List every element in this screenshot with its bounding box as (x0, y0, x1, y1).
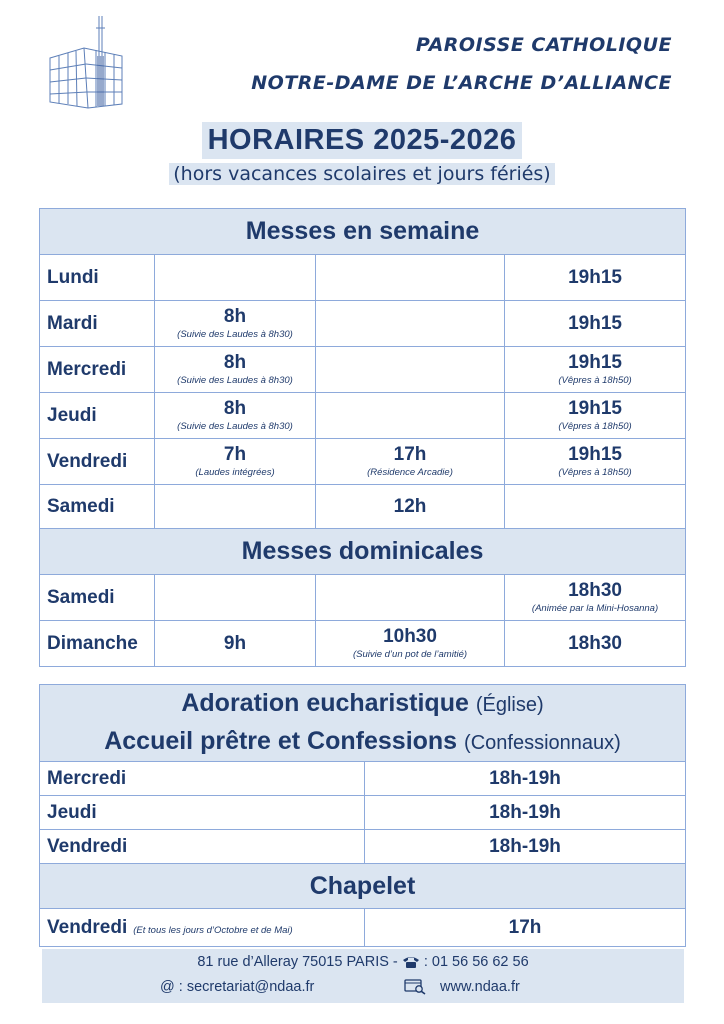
website-line (404, 979, 520, 995)
day-label: Jeudi (40, 393, 155, 439)
mass-schedule-table (39, 208, 686, 667)
email-line (160, 979, 314, 995)
adoration-row (40, 830, 686, 864)
adoration-row (40, 796, 686, 830)
chapelet-day: Vendredi (47, 916, 128, 938)
chapelet-day-note: (Et tous les jours d’Octobre et de Mai) (133, 924, 293, 936)
mass-time-cell (155, 485, 316, 529)
mass-note: (Résidence Arcadie) (367, 466, 453, 478)
mass-time-cell (505, 485, 686, 529)
adoration-time-cell (365, 796, 686, 830)
chapelet-heading: Chapelet (40, 864, 686, 909)
weekday-masses-rows (40, 255, 686, 529)
weekday-masses-section (40, 209, 686, 255)
mass-time-cell (155, 347, 316, 393)
chapelet-day-cell (40, 909, 365, 947)
mass-time: 12h (393, 495, 427, 517)
mass-time-cell (316, 301, 505, 347)
mass-time: 8h (223, 398, 247, 420)
mass-time-cell (155, 393, 316, 439)
mass-time: 18h30 (568, 580, 622, 602)
mass-time-cell (155, 301, 316, 347)
mass-time-cell (316, 393, 505, 439)
sunday-masses-heading: Messes dominicales (40, 529, 686, 575)
church-building-icon (44, 14, 128, 110)
mass-note: (Animée par la Mini-Hosanna) (531, 602, 659, 614)
mass-time-cell (505, 255, 686, 301)
mass-note: (Vêpres à 18h50) (558, 466, 632, 478)
mass-time: 19h15 (568, 312, 622, 334)
day-label: Mercredi (40, 347, 155, 393)
adoration-title: Adoration eucharistique (181, 689, 469, 717)
chapelet-time: 17h (508, 916, 542, 938)
mass-time-cell (505, 393, 686, 439)
address-line (42, 954, 684, 970)
mass-time: 18h30 (568, 632, 622, 654)
sunday-masses-rows (40, 575, 686, 667)
mass-note: (Suivie des Laudes à 8h30) (177, 374, 293, 386)
mass-time: 17h (393, 444, 427, 466)
address: 81 rue d’Alleray 75015 PARIS - (197, 954, 398, 970)
mass-time-cell (505, 347, 686, 393)
day-label: Vendredi (40, 439, 155, 485)
mass-time-cell (155, 255, 316, 301)
adoration-time: 18h-19h (489, 801, 561, 823)
adoration-rows (40, 762, 686, 864)
mass-time-cell (316, 621, 505, 667)
contact-footer (42, 949, 684, 1003)
mass-time-cell (155, 575, 316, 621)
day-label: Jeudi (40, 796, 365, 830)
phone-number: : 01 56 56 62 56 (423, 954, 529, 970)
adoration-row (40, 762, 686, 796)
chapelet-time-cell (365, 909, 686, 947)
mass-time-cell (505, 439, 686, 485)
mass-time-cell (316, 439, 505, 485)
adoration-schedule-table (39, 684, 686, 947)
mass-time: 8h (223, 352, 247, 374)
mass-note: (Laudes intégrées) (195, 466, 275, 478)
day-label: Vendredi (40, 830, 365, 864)
mass-note: (Suivie des Laudes à 8h30) (177, 420, 293, 432)
day-label: Samedi (40, 485, 155, 529)
schedule-row (40, 347, 686, 393)
page-subtitle (0, 163, 724, 185)
mass-time-cell (505, 621, 686, 667)
web-search-icon (404, 979, 428, 995)
adoration-place: (Église) (475, 694, 544, 716)
mass-time: 19h15 (568, 266, 622, 288)
day-label: Dimanche (40, 621, 155, 667)
day-label: Lundi (40, 255, 155, 301)
mass-time: 19h15 (568, 444, 622, 466)
sunday-masses-section (40, 529, 686, 575)
schedule-row (40, 575, 686, 621)
schedule-row (40, 485, 686, 529)
weekday-masses-heading: Messes en semaine (40, 209, 686, 255)
adoration-time: 18h-19h (489, 835, 561, 857)
schedule-row (40, 621, 686, 667)
day-label: Samedi (40, 575, 155, 621)
mass-time-cell (155, 621, 316, 667)
adoration-time-cell (365, 830, 686, 864)
mass-time: 19h15 (568, 398, 622, 420)
mass-note: (Vêpres à 18h50) (558, 420, 632, 432)
confession-place: (Confessionnaux) (464, 732, 621, 754)
parish-name-line1: PAROISSE CATHOLIQUE (415, 34, 672, 56)
adoration-time-cell (365, 762, 686, 796)
email-address[interactable]: secretariat@ndaa.fr (186, 979, 315, 995)
schedule-row (40, 439, 686, 485)
parish-name-line2: NOTRE-DAME DE L’ARCHE D’ALLIANCE (251, 72, 672, 94)
schedule-row (40, 393, 686, 439)
mass-note: (Vêpres à 18h50) (558, 374, 632, 386)
mass-note: (Suivie d’un pot de l’amitié) (352, 648, 468, 660)
adoration-time: 18h-19h (489, 767, 561, 789)
page-title (0, 122, 724, 159)
mass-note: (Suivie des Laudes à 8h30) (177, 328, 293, 340)
mass-time-cell (316, 255, 505, 301)
schedule-row (40, 255, 686, 301)
adoration-heading (40, 685, 686, 762)
mass-time: 10h30 (383, 626, 437, 648)
email-prefix: @ : (160, 979, 183, 995)
schedule-row (40, 301, 686, 347)
mass-time-cell (316, 347, 505, 393)
page-title-text: HORAIRES 2025-2026 (202, 122, 523, 159)
day-label: Mardi (40, 301, 155, 347)
mass-time-cell (155, 439, 316, 485)
mass-time: 19h15 (568, 352, 622, 374)
mass-time-cell (316, 485, 505, 529)
mass-time: 7h (223, 444, 247, 466)
mass-time-cell (505, 301, 686, 347)
confession-title: Accueil prêtre et Confessions (104, 727, 458, 755)
telephone-icon (402, 955, 420, 969)
day-label: Mercredi (40, 762, 365, 796)
mass-time: 9h (223, 632, 247, 654)
page-subtitle-text: (hors vacances scolaires et jours fériés) (169, 163, 554, 185)
mass-time: 8h (223, 306, 247, 328)
mass-time-cell (505, 575, 686, 621)
mass-time-cell (316, 575, 505, 621)
website-link[interactable]: www.ndaa.fr (440, 979, 520, 995)
